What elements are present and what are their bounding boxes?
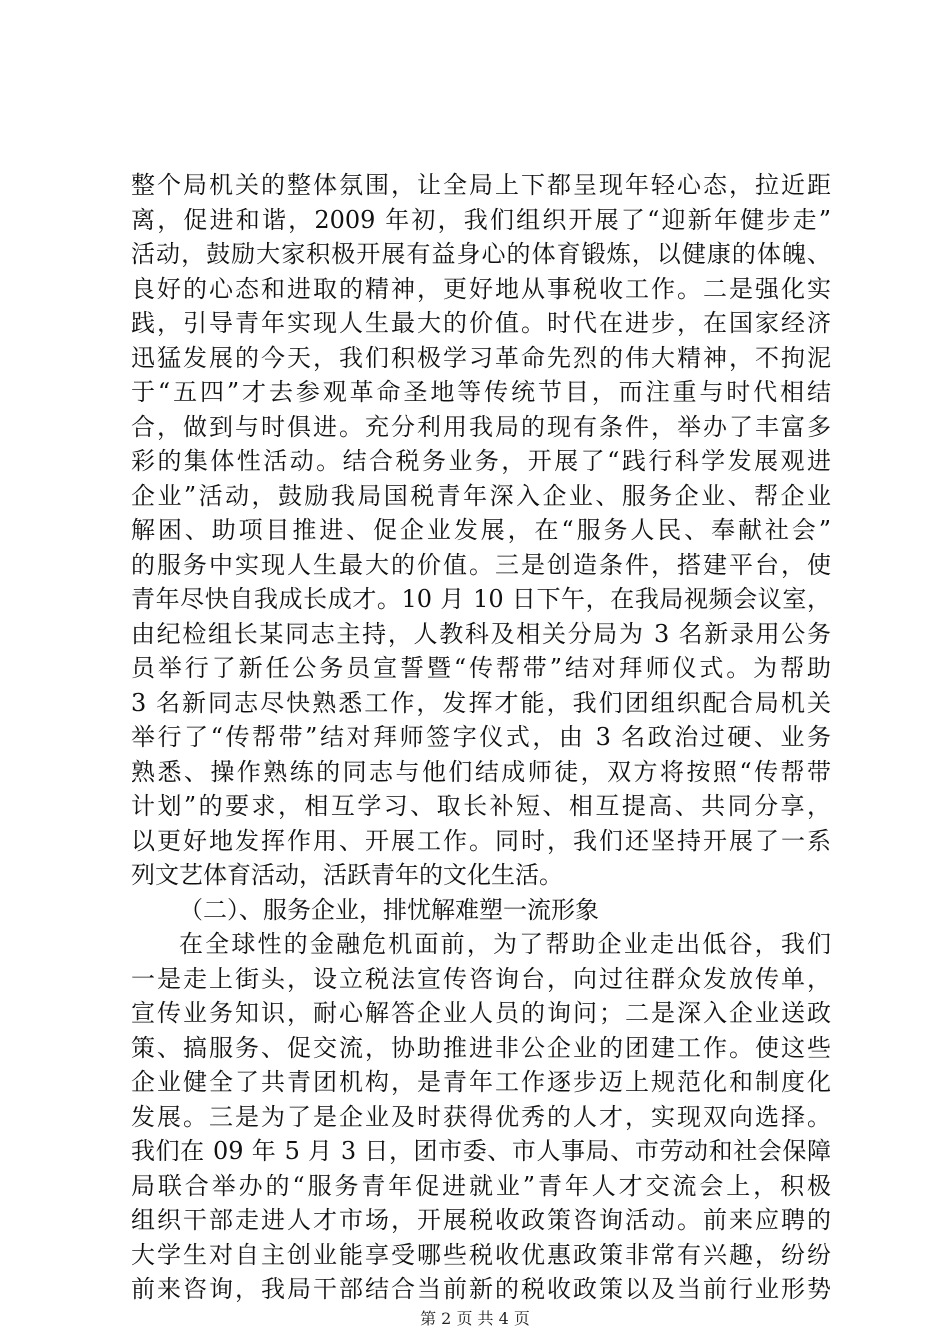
text-line: 良好的心态和进取的精神，更好地从事税收工作。二是强化实 xyxy=(131,274,831,303)
text-line: 大学生对自主创业能享受哪些税收优惠政策非常有兴趣，纷纷 xyxy=(131,1240,831,1269)
text-line: 我们在 09 年 5 月 3 日，团市委、市人事局、市劳动和社会保障 xyxy=(131,1137,831,1165)
text-line: 局联合举办的“服务青年促进就业”青年人才交流会上，积极 xyxy=(131,1171,831,1200)
text-line: 以更好地发挥作用、开展工作。同时，我们还坚持开展了一系 xyxy=(131,826,831,855)
text-line: 在全球性的金融危机面前，为了帮助企业走出低谷，我们 xyxy=(179,930,831,958)
text-line: 熟悉、操作熟练的同志与他们结成师徒，双方将按照“传帮带 xyxy=(131,757,831,786)
text-line: 离，促进和谐，2009 年初，我们组织开展了“迎新年健步走” xyxy=(131,205,831,234)
body-text xyxy=(131,168,831,1307)
text-line: 彩的集体性活动。结合税务业务，开展了“践行科学发展观进 xyxy=(131,447,831,475)
text-line: 策、搞服务、促交流，协助推进非公企业的团建工作。使这些 xyxy=(131,1033,831,1062)
section-heading: （二）、服务企业，排忧解难塑一流形象 xyxy=(179,895,599,924)
text-line: 组织干部走进人才市场，开展税收政策咨询活动。前来应聘的 xyxy=(131,1206,831,1234)
text-line: 3 名新同志尽快熟悉工作，发挥才能，我们团组织配合局机关 xyxy=(131,688,831,717)
text-line: 列文艺体育活动，活跃青年的文化生活。 xyxy=(131,861,563,889)
text-line: 企业”活动，鼓励我局国税青年深入企业、服务企业、帮企业 xyxy=(131,481,831,510)
text-line: 合，做到与时俱进。充分利用我局的现有条件，举办了丰富多 xyxy=(131,412,831,441)
page-footer xyxy=(0,1306,950,1329)
text-line: 举行了“传帮带”结对拜师签字仪式，由 3 名政治过硬、业务 xyxy=(131,723,831,751)
page-number-label: 第 2 页 共 4 页 xyxy=(420,1309,530,1328)
text-line: 企业健全了共青团机构，是青年工作逐步迈上规范化和制度化 xyxy=(131,1068,831,1096)
text-line: 一是走上街头，设立税法宣传咨询台，向过往群众发放传单， xyxy=(131,964,831,993)
text-line: 迅猛发展的今天，我们积极学习革命先烈的伟大精神，不拘泥 xyxy=(131,343,831,372)
text-line: 践，引导青年实现人生最大的价值。时代在进步，在国家经济 xyxy=(131,309,831,337)
text-line: 前来咨询，我局干部结合当前新的税收政策以及当前行业形势 xyxy=(131,1275,831,1303)
text-line: 于“五四”才去参观革命圣地等传统节目，而注重与时代相结 xyxy=(131,378,831,406)
text-line: 宣传业务知识，耐心解答企业人员的询问；二是深入企业送政 xyxy=(131,999,831,1027)
text-line: 解困、助项目推进、促企业发展，在“服务人民、奉献社会” xyxy=(131,516,831,544)
text-line: 员举行了新任公务员宣誓暨“传帮带”结对拜师仪式。为帮助 xyxy=(131,654,831,682)
text-line: 的服务中实现人生最大的价值。三是创造条件，搭建平台，使 xyxy=(131,550,831,579)
text-line: 活动，鼓励大家积极开展有益身心的体育锻炼，以健康的体魄、 xyxy=(131,240,831,268)
text-line: 由纪检组长某同志主持，人教科及相关分局为 3 名新录用公务 xyxy=(131,619,831,648)
text-line: 青年尽快自我成长成才。10 月 10 日下午，在我局视频会议室， xyxy=(131,585,831,613)
text-line: 计划”的要求，相互学习、取长补短、相互提高、共同分享， xyxy=(131,792,831,820)
text-line: 整个局机关的整体氛围，让全局上下都呈现年轻心态，拉近距 xyxy=(131,171,831,199)
text-line: 发展。三是为了是企业及时获得优秀的人才，实现双向选择。 xyxy=(131,1102,831,1131)
